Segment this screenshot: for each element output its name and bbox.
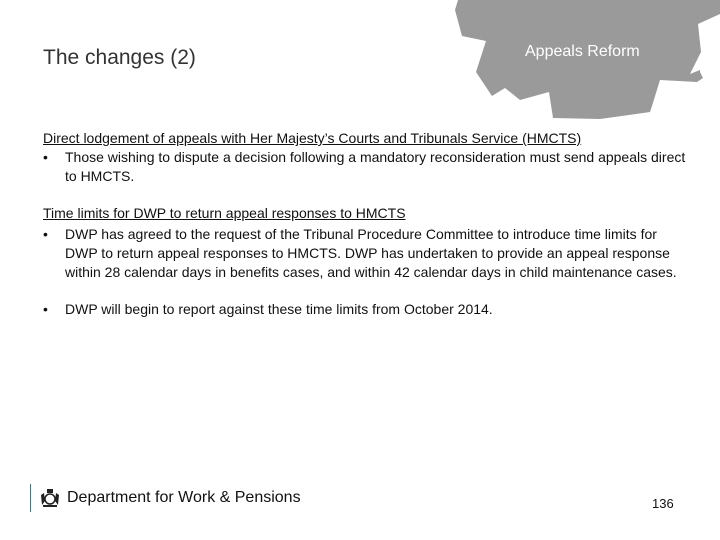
bullet-icon: • (43, 226, 48, 242)
bullet-icon: • (43, 149, 48, 165)
dwp-logo (30, 484, 301, 512)
royal-crest-icon (39, 487, 61, 509)
slide-content (43, 129, 693, 337)
bullet-item (43, 225, 693, 282)
page-number: 136 (652, 496, 674, 511)
slide-title: The changes (2) (43, 46, 196, 69)
org-name: Department for Work & Pensions (67, 489, 301, 506)
bullet-icon: • (43, 301, 48, 317)
gear-label: Appeals Reform (525, 43, 640, 60)
logo-divider (30, 484, 31, 512)
bullet-text: DWP will begin to report against these time limits from October 2014. (65, 301, 493, 317)
section-heading: Time limits for DWP to return appeal responses to HMCTS (43, 205, 406, 221)
section-heading: Direct lodgement of appeals with Her Majesty’s Courts and Tribunals Service (HMCTS) (43, 130, 582, 146)
section-direct-lodgement (43, 129, 693, 186)
bullet-item (43, 300, 693, 319)
bullet-text: DWP has agreed to the request of the Tribunal Procedure Committee to introduce time limits for DWP to return appeal responses to HMCTS. DWP has undertaken to provide an appeal response within 28 calendar days in benefits cases, and within 42 calendar days in child maintenance cases. (65, 226, 677, 280)
bullet-text: Those wishing to dispute a decision following a mandatory reconsideration must send appeals direct to HMCTS. (65, 149, 686, 184)
section-time-limits (43, 204, 693, 319)
bullet-item (43, 148, 693, 186)
